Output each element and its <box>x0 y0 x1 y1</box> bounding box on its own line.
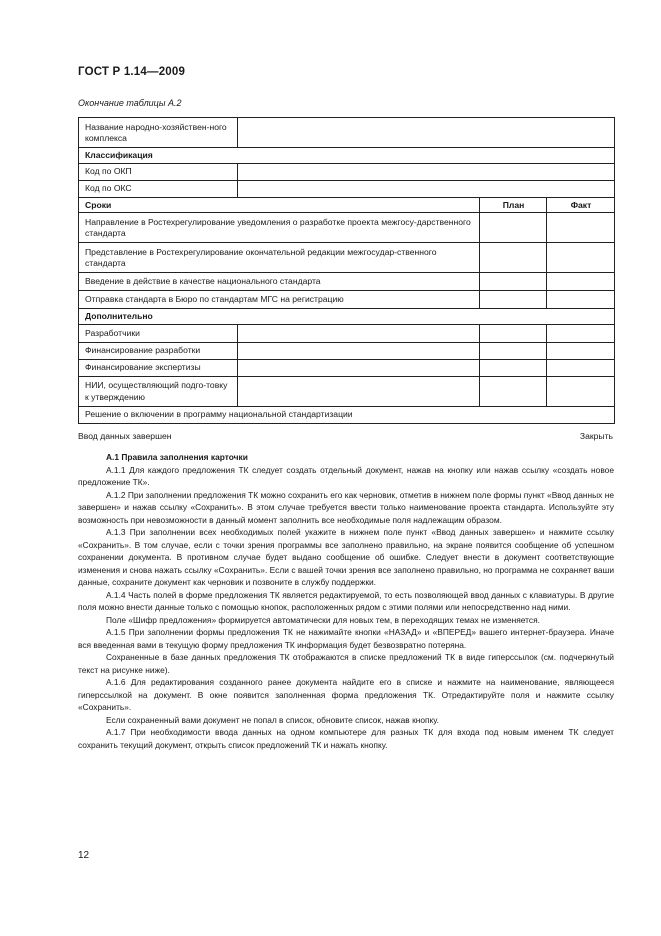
additional-heading: Дополнительно <box>79 309 615 325</box>
table-row <box>79 197 615 213</box>
fact-field[interactable] <box>547 273 615 291</box>
developers-field[interactable] <box>238 324 480 342</box>
expertise-funding-field[interactable] <box>238 359 480 376</box>
paragraph: А.1.4 Часть полей в форме предложения ТК является редактируемой, то есть позволяющей ввод данных с клавиатуры. В другие поля можно внести данные только с помощью кнопок, расположенных рядом с этими полями или непосредственно над ними. <box>78 589 614 612</box>
table-row <box>79 148 615 164</box>
paragraph: Сохраненные в базе данных предложения ТК отображаются в списке предложений ТК в виде гиперссылок (см. подчеркнутый текст на рисунке ниже). <box>78 652 614 675</box>
table-row <box>79 309 615 325</box>
okp-code-field[interactable] <box>238 163 615 180</box>
research-institute-extra-field[interactable] <box>547 376 615 406</box>
oks-code-field[interactable] <box>238 180 615 197</box>
developers-extra-field[interactable] <box>480 324 547 342</box>
paragraph: Если сохраненный вами документ не попал в список, обновите список, нажав кнопку. <box>106 714 439 725</box>
paragraph: А.1.1 Для каждого предложения ТК следует создать отдельный документ, нажав на кнопку или нажав ссылку «создать новое предложение ТК». <box>78 464 614 487</box>
paragraph: Поле «Шифр предложения» формируется автоматически для новых тем, в переходящих темах не изменяется. <box>106 614 540 625</box>
development-funding-extra-field[interactable] <box>480 342 547 359</box>
paragraph: А.1.5 При заполнении формы предложения ТК не нажимайте кнопки «НАЗАД» и «ВПЕРЕД» вашего интернет-браузера. Иначе вся введенная вами в текущую форму предложения ТК информация будет безвозвратно потеряна. <box>78 627 614 650</box>
table-row <box>79 180 615 197</box>
table-row <box>79 118 615 148</box>
table-caption: Окончание таблицы А.2 <box>78 98 182 108</box>
plan-field[interactable] <box>480 243 547 273</box>
expertise-funding-extra-field[interactable] <box>547 359 615 376</box>
fact-field[interactable] <box>547 243 615 273</box>
proposal-form-table <box>78 117 615 424</box>
table-row <box>79 243 615 273</box>
table-row <box>79 376 615 406</box>
document-header: ГОСТ Р 1.14—2009 <box>78 66 186 78</box>
term-label: Отправка стандарта в Бюро по стандартам МГС на регистрацию <box>79 291 480 309</box>
paragraph: А.1.2 При заполнении предложения ТК можно сохранить его как черновик, отметив в нижнем поле формы пункт «Ввод данных не завершен» и нажав ссылку «Сохранить». В этом случае требуется ввести только наименование проекта стандарта. Используйте эту возможность при невозможности в данный момент заполнить все необходимые поля надлежащим образом. <box>78 489 614 525</box>
instructions-section <box>78 451 614 751</box>
data-entry-complete-label[interactable]: Ввод данных завершен <box>78 431 172 441</box>
plan-field[interactable] <box>480 213 547 243</box>
table-row <box>79 273 615 291</box>
table-row <box>79 342 615 359</box>
plan-column-header: План <box>480 197 547 213</box>
table-row <box>79 324 615 342</box>
fact-field[interactable] <box>547 213 615 243</box>
plan-field[interactable] <box>480 273 547 291</box>
table-row <box>79 163 615 180</box>
section-title: А.1 Правила заполнения карточки <box>106 452 248 462</box>
development-funding-label: Финансирование разработки <box>79 342 238 359</box>
oks-code-label: Код по ОКС <box>79 180 238 197</box>
developers-label: Разработчики <box>79 324 238 342</box>
expertise-funding-label: Финансирование экспертизы <box>79 359 238 376</box>
terms-heading: Сроки <box>79 197 480 213</box>
developers-extra-field[interactable] <box>547 324 615 342</box>
paragraph: А.1.6 Для редактирования созданного ранее документа найдите его в списке и нажмите на наименование, являющееся гиперссылкой на документ. В окне появится заполненная форма предложения ТК. Отредактируйте поля и нажмите ссылку «Сохранить». <box>78 677 614 712</box>
research-institute-extra-field[interactable] <box>480 376 547 406</box>
fact-column-header: Факт <box>547 197 615 213</box>
table-row <box>79 213 615 243</box>
table-row <box>79 406 615 423</box>
plan-field[interactable] <box>480 291 547 309</box>
page-number: 12 <box>78 850 90 861</box>
industry-name-label: Название народно-хозяйствен-ного комплекса <box>79 118 238 148</box>
research-institute-field[interactable] <box>238 376 480 406</box>
close-link[interactable]: Закрыть <box>579 431 613 441</box>
research-institute-label: НИИ, осуществляющий подго-товку к утверждению <box>79 376 238 406</box>
table-row <box>79 291 615 309</box>
term-label: Направление в Ростехрегулирование уведомления о разработке проекта межгосу-дарственного стандарта <box>79 213 480 243</box>
program-decision-label: Решение о включении в программу национальной стандартизации <box>79 406 615 423</box>
table-row <box>79 359 615 376</box>
industry-name-field[interactable] <box>238 118 615 148</box>
development-funding-extra-field[interactable] <box>547 342 615 359</box>
fact-field[interactable] <box>547 291 615 309</box>
term-label: Представление в Ростехрегулирование окончательной редакции межгосудар-ственного стандарта <box>79 243 480 273</box>
okp-code-label: Код по ОКП <box>79 163 238 180</box>
paragraph: А.1.7 При необходимости ввода данных на одном компьютере для разных ТК для входа под новым именем ТК следует сохранить текущий документ, открыть список предложений ТК и нажать кнопку. <box>78 727 614 750</box>
classification-heading: Классификация <box>79 148 615 164</box>
term-label: Введение в действие в качестве национального стандарта <box>79 273 480 291</box>
development-funding-field[interactable] <box>238 342 480 359</box>
expertise-funding-extra-field[interactable] <box>480 359 547 376</box>
paragraph: А.1.3 При заполнении всех необходимых полей укажите в нижнем поле пункт «Ввод данных завершен» и нажмите ссылку «Сохранить». В том случае, если с точки зрения программы все заполнено правильно, на экране появится сообщение об успешном сохранении документа. В противном случае будет выдано сообщение об ошибке. Следует внести в документ соответствующие изменения и снова нажать ссылку «Сохранить». Если с вашей точки зрения все заполнено правильно, но программа не сохраняет ваши данные, сохраните документ как черновик и позвоните в службу поддержки. <box>78 527 614 587</box>
